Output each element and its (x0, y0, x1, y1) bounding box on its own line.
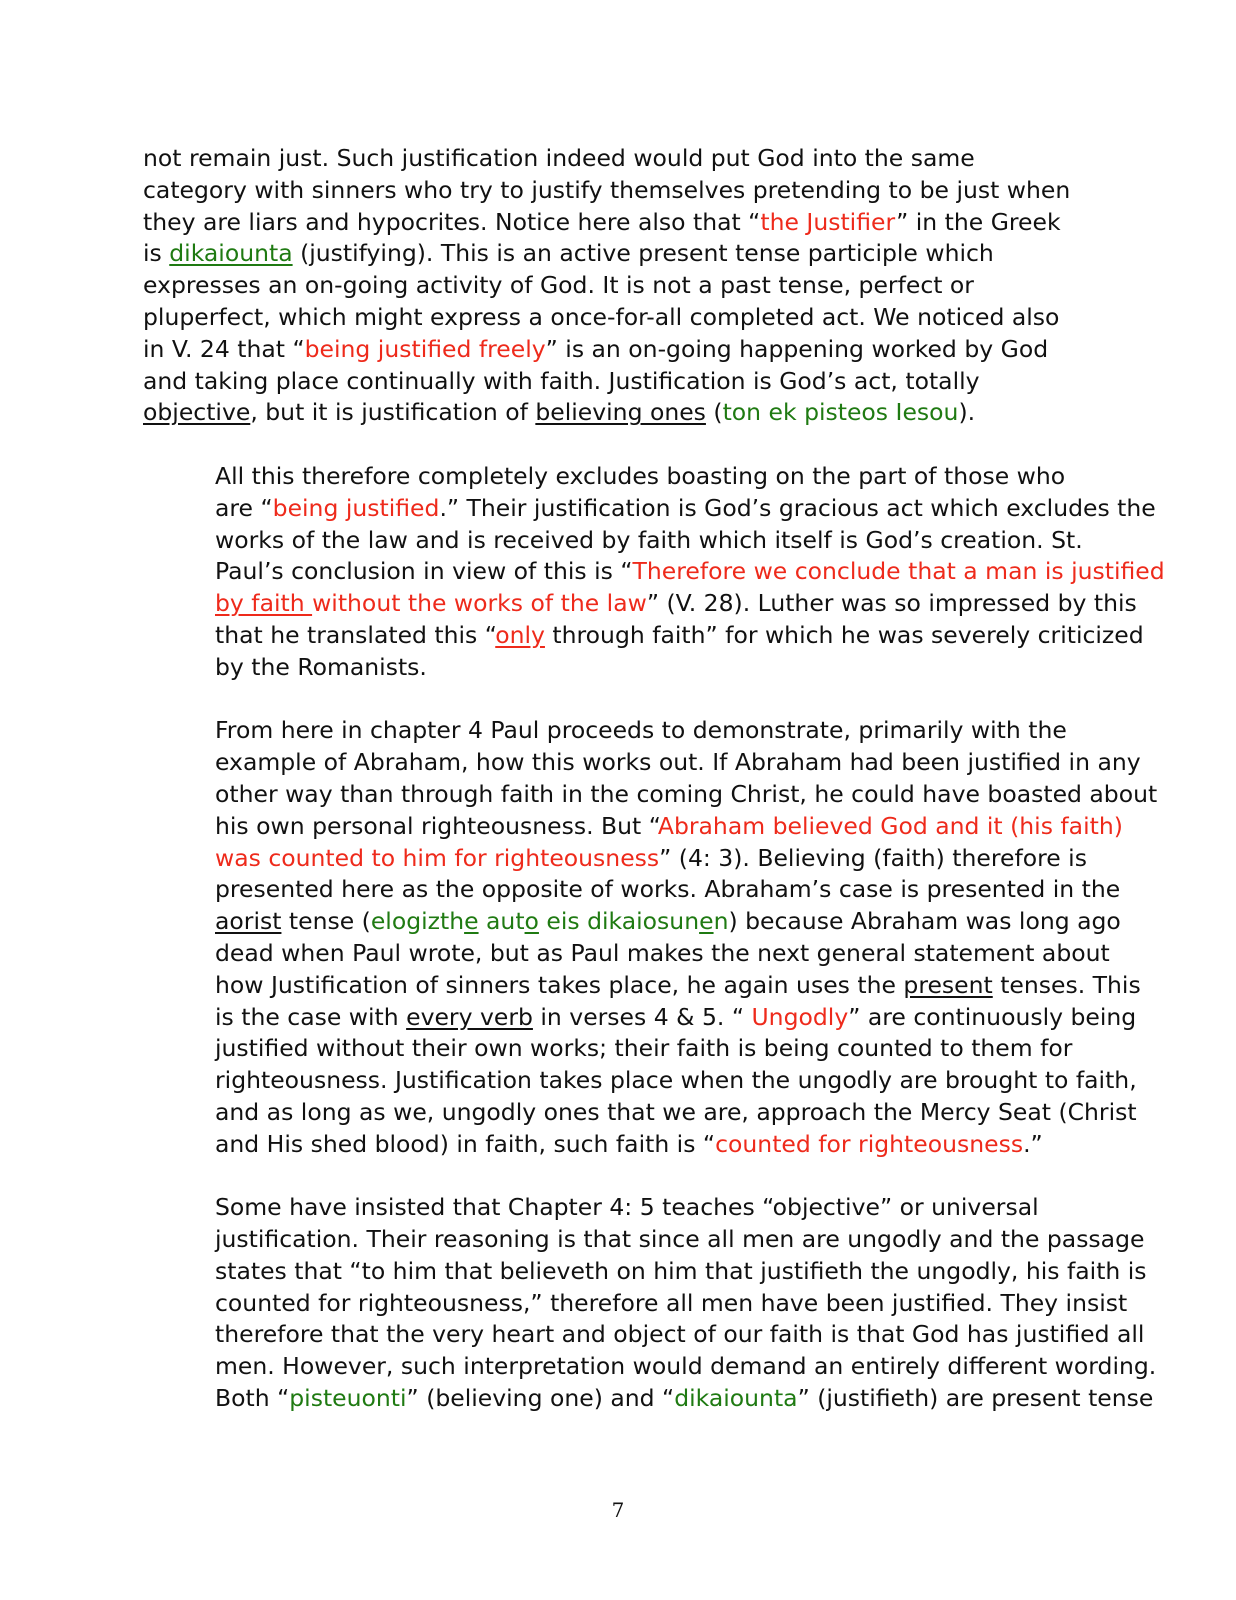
greek-text: o (524, 907, 539, 936)
text-line (215, 811, 1123, 843)
quoted-text: being justified (272, 493, 440, 522)
quoted-text: Ungodly (751, 1002, 849, 1031)
text-run: ” (justifieth) are present tense (797, 1384, 1154, 1413)
text-run: pluperfect, which might express a once-for-all completed act. We noticed also (143, 302, 1060, 331)
text-line (215, 938, 1110, 970)
text-line (215, 843, 1087, 875)
text-run: they are liars and hypocrites. Notice here also that “ (143, 207, 761, 236)
text-run: justification. Their reasoning is that since all men are ungodly and the passage (215, 1225, 1145, 1254)
text-run: men. However, such interpretation would demand an entirely different wording. (215, 1352, 1157, 1381)
text-run: believing ones (535, 398, 706, 427)
text-run: by the Romanists. (215, 652, 427, 681)
quoted-text: Therefore we conclude that a man is justified (632, 557, 1165, 586)
greek-text: e (464, 907, 479, 936)
greek-text: pisteuonti (289, 1384, 407, 1413)
quoted-text: only (495, 620, 545, 649)
text-line (215, 652, 1083, 684)
text-run: ) because Abraham was long ago (728, 907, 1121, 936)
text-run: and His shed blood) in faith, such faith is “ (215, 1129, 716, 1158)
greek-text: e (699, 907, 714, 936)
paragraph (143, 715, 1158, 1160)
text-line (215, 588, 1137, 620)
text-line (215, 1033, 1083, 1065)
text-line (215, 906, 1121, 938)
paragraph (143, 461, 1165, 684)
text-run: therefore that the very heart and object of our faith is that God has justified all (215, 1320, 1145, 1349)
text-run: how Justification of sinners takes place, he again uses the (215, 970, 904, 999)
text-line (143, 270, 1083, 302)
quoted-text: being justified freely (304, 334, 546, 363)
text-run: ” (believing one) and “ (406, 1384, 675, 1413)
text-run: All this therefore completely excludes boasting on the part of those who (215, 461, 1066, 490)
text-run: through faith” for which he was severely criticized (544, 620, 1144, 649)
text-run: example of Abraham, how this works out. If Abraham had been justified in any (215, 748, 1141, 777)
text-run: (justifying). This is an active present tense participle which (292, 239, 994, 268)
paragraph (143, 1192, 1157, 1415)
text-line (143, 366, 1083, 398)
text-run: ). (958, 398, 976, 427)
text-line (215, 1224, 1145, 1256)
text-line (215, 715, 1083, 747)
text-run: works of the law and is received by faith which itself is God’s creation. St. (215, 525, 1083, 554)
text-line (215, 747, 1141, 779)
text-line (215, 1129, 1083, 1161)
document-body (143, 143, 1165, 1447)
quoted-text: was counted to him for righteousness (215, 843, 660, 872)
text-line (143, 207, 1083, 239)
text-run: his own personal righteousness. But “ (215, 811, 658, 840)
text-run: , but it is justification of (250, 398, 536, 427)
text-run: .” (1023, 1129, 1043, 1158)
text-line (143, 143, 1083, 175)
text-run: ” are continuously being (848, 1002, 1137, 1031)
text-run: Paul’s conclusion in view of this is “ (215, 557, 633, 586)
text-line (215, 1192, 1083, 1224)
text-run: ” is an on-going happening worked by God (545, 334, 1049, 363)
text-run: tense ( (281, 907, 371, 936)
text-run: other way than through faith in the coming Christ, he could have boasted about (215, 779, 1158, 808)
text-line (215, 1002, 1137, 1034)
text-run: and taking place continually with faith. Justification is God’s act, totally (143, 366, 980, 395)
text-run: and as long as we, ungodly ones that we are, approach the Mercy Seat (Christ (215, 1097, 1137, 1126)
text-line (215, 1288, 1128, 1320)
text-run: in verses 4 & 5. “ (532, 1002, 752, 1031)
text-run: in V. 24 that “ (143, 334, 305, 363)
text-run: ” (4: 3). Believing (faith) therefore is (659, 843, 1087, 872)
text-run: is the case with (215, 1002, 407, 1031)
text-run: justified without their own works; their faith is being counted to them for (215, 1034, 1073, 1063)
text-run: present (903, 970, 993, 999)
text-run: Some have insisted that Chapter 4: 5 teaches “objective” or universal (215, 1193, 1039, 1222)
text-run: not remain just. Such justification indeed would put God into the same (143, 144, 975, 172)
text-run: tenses. This (992, 970, 1141, 999)
text-run: objective (143, 398, 251, 427)
text-run: expresses an on-going activity of God. It is not a past tense, perfect or (143, 271, 974, 300)
text-line (215, 1097, 1137, 1129)
text-line (215, 556, 1165, 588)
greek-text: elogizth (370, 907, 465, 936)
quoted-text: by faith (215, 589, 313, 618)
text-line (215, 620, 1144, 652)
greek-text: ton ek pisteos Iesou (722, 398, 959, 427)
text-line (215, 1256, 1147, 1288)
text-run: are “ (215, 493, 273, 522)
text-run: states that “to him that believeth on him that justifieth the ungodly, his faith is (215, 1256, 1147, 1285)
text-line (215, 779, 1158, 811)
text-line (143, 302, 1083, 334)
text-run: Both “ (215, 1384, 290, 1413)
text-run: that he translated this “ (215, 620, 496, 649)
quoted-text: counted for righteousness (715, 1129, 1024, 1158)
text-line (215, 461, 1083, 493)
text-line (143, 334, 1083, 366)
paragraph (143, 143, 1083, 429)
text-line (215, 874, 1121, 906)
greek-text: aut (478, 907, 525, 936)
greek-text: eis dikaiosun (538, 907, 700, 936)
text-run: From here in chapter 4 Paul proceeds to demonstrate, primarily with the (215, 716, 1067, 745)
greek-text: n (713, 907, 729, 936)
text-line (143, 397, 1083, 429)
text-run: righteousness. Justification takes place when the ungodly are brought to faith, (215, 1066, 1137, 1095)
text-run: every verb (406, 1002, 533, 1031)
text-run: ” (V. 28). Luther was so impressed by this (646, 589, 1137, 618)
text-run: aorist (215, 907, 282, 936)
text-run: presented here as the opposite of works. Abraham’s case is presented in the (215, 875, 1121, 904)
text-line (215, 1065, 1137, 1097)
text-run: category with sinners who try to justify themselves pretending to be just when (143, 175, 1071, 204)
greek-text: dikaiounta (169, 239, 293, 268)
page-number: 7 (611, 1498, 625, 1522)
text-run: is (143, 239, 170, 268)
quoted-text: Abraham believed God and it (his faith) (657, 811, 1123, 840)
text-run: ( (705, 398, 723, 427)
greek-text: dikaiounta (674, 1384, 798, 1413)
text-run: ” in the Greek (896, 207, 1061, 236)
text-run: counted for righteousness,” therefore all men have been justified. They insist (215, 1288, 1128, 1317)
text-line (143, 238, 1083, 270)
text-line (215, 1351, 1157, 1383)
text-line (215, 493, 1156, 525)
text-line (143, 175, 1083, 207)
text-line (215, 970, 1141, 1002)
text-line (215, 1319, 1145, 1351)
text-line (215, 525, 1083, 557)
quoted-text: the Justifier (760, 207, 897, 236)
text-run: .” Their justification is God’s gracious act which excludes the (439, 493, 1156, 522)
quoted-text: without the works of the law (312, 589, 647, 618)
text-run: dead when Paul wrote, but as Paul makes the next general statement about (215, 938, 1110, 967)
text-line (215, 1383, 1154, 1415)
